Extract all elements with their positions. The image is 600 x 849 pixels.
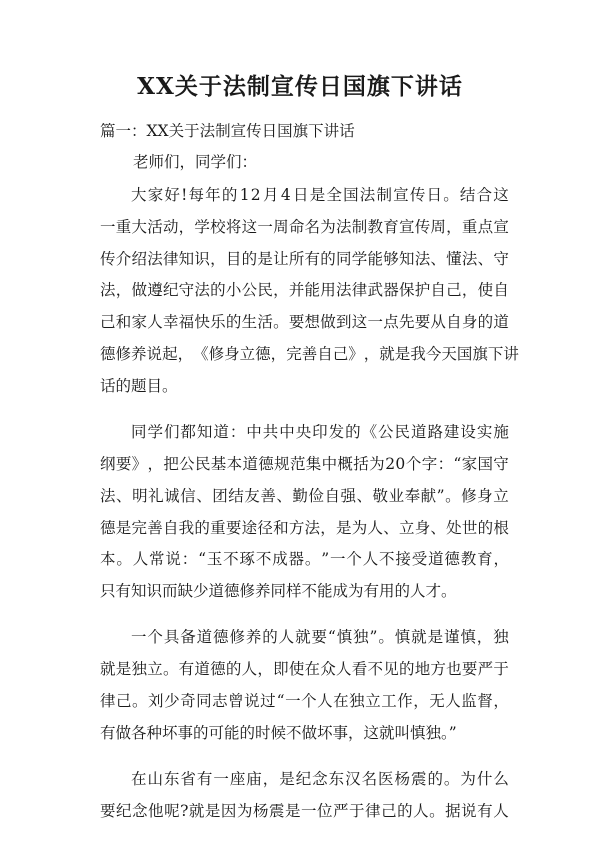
paragraph-3-line: 就 是 独 立 。 有 道 德 的 人 ， 即 使 在 众 人 看 不 见 的 地 方 也 要 严 于 bbox=[100, 660, 509, 679]
paragraph-2-line: 法 、 明 礼 诚 信 、 团 结 友 善 、 勤 俭 自 强 、 敬 业 奉 献 ” 。 修 身 立 bbox=[100, 486, 509, 505]
paragraph-1-line: 大 家 好 ! 每 年 的 1 2 月 4 日 是 全 国 法 制 宣 传 日 。 结 合 这 bbox=[131, 186, 509, 204]
paragraph-4-line: 在 山 东 省 有 一 座 庙 ， 是 纪 念 东 汉 名 医 杨 震 的 。 为 什 么 bbox=[131, 770, 509, 789]
paragraph-1-line: 一 重 大 活 动 ， 学 校 将 这 一 周 命 名 为 法 制 教 育 宣 传 周 ， 重 点 宣 bbox=[100, 217, 509, 236]
paragraph-3-line: 有做各种坏事的可能的时候不做坏事，这就叫慎独。” bbox=[100, 723, 457, 742]
paragraph-1-line: 己 和 家 人 幸 福 快 乐 的 生 活 。 要 想 做 到 这 一 点 先 要 从 自 身 的 道 bbox=[100, 313, 509, 332]
paragraph-1-line: 法 ， 做 遵 纪 守 法 的 小 公 民 ， 并 能 用 法 律 武 器 保 护 自 己 ， 使 自 bbox=[100, 281, 509, 300]
document-subtitle: 篇一：XX关于法制宣传日国旗下讲话 bbox=[100, 122, 355, 140]
paragraph-1-line: 德 修 养 说 起 ， 《 修 身 立 德 ， 完 善 自 己 》 ， 就 是 我 今 天 国 旗 下 讲 bbox=[100, 345, 519, 363]
paragraph-2-line: 德 是 完 善 自 我 的 重 要 途 径 和 方 法 ， 是 为 人 、 立 身 、 处 世 的 根 bbox=[100, 518, 509, 537]
paragraph-3-line: 一 个 具 备 道 德 修 养 的 人 就 要 “ 慎 独 ” 。 慎 就 是 谨 慎 ， 独 bbox=[131, 628, 509, 647]
paragraph-1-line: 传 介 绍 法 律 知 识 ， 目 的 是 让 所 有 的 同 学 能 够 知 法 、 懂 法 、 守 bbox=[100, 249, 509, 268]
paragraph-2-line: 纲 要 》 ， 把 公 民 基 本 道 德 规 范 集 中 概 括 为 2 0 个 字 ： “ 家 国 守 bbox=[100, 454, 509, 473]
paragraph-2-line: 同 学 们 都 知 道 ： 中 共 中 央 印 发 的 《 公 民 道 路 建 设 实 施 bbox=[131, 423, 509, 442]
paragraph-4-line: 要 纪 念 他 呢 ? 就 是 因 为 杨 震 是 一 位 严 于 律 己 的 人 。 据 说 有 人 bbox=[100, 801, 509, 820]
greeting-line: 老师们，同学们： bbox=[133, 153, 258, 171]
document-title: XX关于法制宣传日国旗下讲话 bbox=[137, 73, 463, 100]
paragraph-1-line: 话的题目。 bbox=[100, 376, 178, 395]
paragraph-3-line: 律 己 。 刘 少 奇 同 志 曾 说 过 “ 一 个 人 在 独 立 工 作 ， 无 人 监 督 ， bbox=[100, 692, 509, 710]
paragraph-2-line: 本 。 人 常 说 ： “ 玉 不 琢 不 成 器 。 ” 一 个 人 不 接 受 道 德 教 育 ， bbox=[100, 550, 509, 569]
paragraph-2-line: 只有知识而缺少道德修养同样不能成为有用的人才。 bbox=[100, 582, 457, 601]
